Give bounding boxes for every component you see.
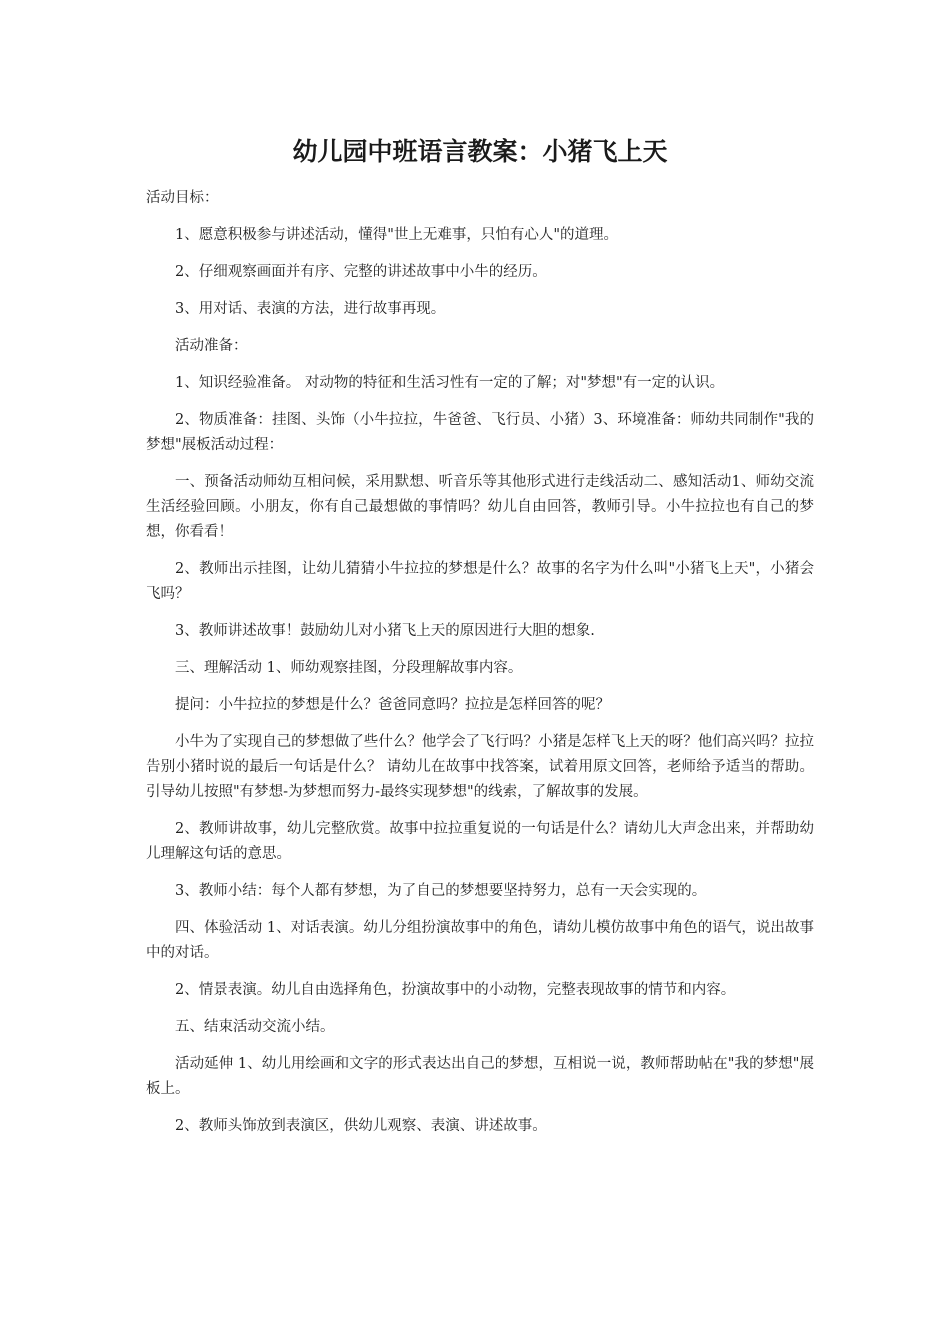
paragraph-goals-heading: 活动目标： [146,190,219,206]
paragraph: 五、结束活动交流小结。 [175,1019,335,1035]
document-title: 幼儿园中班语言教案：小猪飞上天 [292,137,668,166]
paragraph: 三、理解活动 1、师幼观察挂图，分段理解故事内容。 [175,660,523,676]
paragraph: 提问：小牛拉拉的梦想是什么？爸爸同意吗？拉拉是怎样回答的呢？ [175,697,610,713]
paragraph: 2、情景表演。幼儿自由选择角色，扮演故事中的小动物，完整表现故事的情节和内容。 [175,982,736,998]
paragraph: 四、体验活动 1、对话表演。幼儿分组扮演故事中的角色，请幼儿模仿故事中角色的语气，说出故事中的对话。 [146,920,814,961]
paragraph: 一、预备活动师幼互相问候，采用默想、听音乐等其他形式进行走线活动二、感知活动1、师幼交流生活经验回顾。小朋友，你有自己最想做的事情吗？幼儿自由回答，教师引导。小牛拉拉也有自己的梦想，你看看！ [146,474,814,540]
paragraph: 1、愿意积极参与讲述活动，懂得"世上无难事，只怕有心人"的道理。 [175,227,619,243]
paragraph: 3、用对话、表演的方法，进行故事再现。 [175,301,446,317]
paragraph: 3、教师讲述故事！鼓励幼儿对小猪飞上天的原因进行大胆的想象. [175,623,595,639]
document-body [146,132,814,1151]
paragraph: 活动延伸 1、幼儿用绘画和文字的形式表达出自己的梦想，互相说一说，教师帮助帖在"我的梦想"展板上。 [146,1056,814,1097]
paragraph: 小牛为了实现自己的梦想做了些什么？他学会了飞行吗？小猪是怎样飞上天的呀？他们高兴吗？拉拉告别小猪时说的最后一句话是什么？ 请幼儿在故事中找答案，试着用原文回答，老师给予适当的帮助。引导幼儿按照"有梦想-为梦想而努力-最终实现梦想"的线索，了解故事的发展。 [146,734,814,800]
paragraph: 1、知识经验准备。 对动物的特征和生活习性有一定的了解；对"梦想"有一定的认识。 [175,375,725,391]
paragraph: 2、教师出示挂图，让幼儿猜猜小牛拉拉的梦想是什么？故事的名字为什么叫"小猪飞上天"，小猪会飞吗？ [146,561,814,602]
paragraph-prep-heading: 活动准备： [175,338,248,354]
paragraph: 2、教师头饰放到表演区，供幼儿观察、表演、讲述故事。 [175,1118,547,1134]
paragraph: 2、仔细观察画面并有序、完整的讲述故事中小牛的经历。 [175,264,547,280]
paragraph: 3、教师小结：每个人都有梦想，为了自己的梦想要坚持努力，总有一天会实现的。 [175,883,707,899]
paragraph: 2、教师讲故事，幼儿完整欣赏。故事中拉拉重复说的一句话是什么？请幼儿大声念出来，并帮助幼儿理解这句话的意思。 [146,821,814,862]
paragraph: 2、物质准备：挂图、头饰（小牛拉拉，牛爸爸、飞行员、小猪）3、环境准备：师幼共同制作"我的梦想"展板活动过程： [146,412,814,453]
